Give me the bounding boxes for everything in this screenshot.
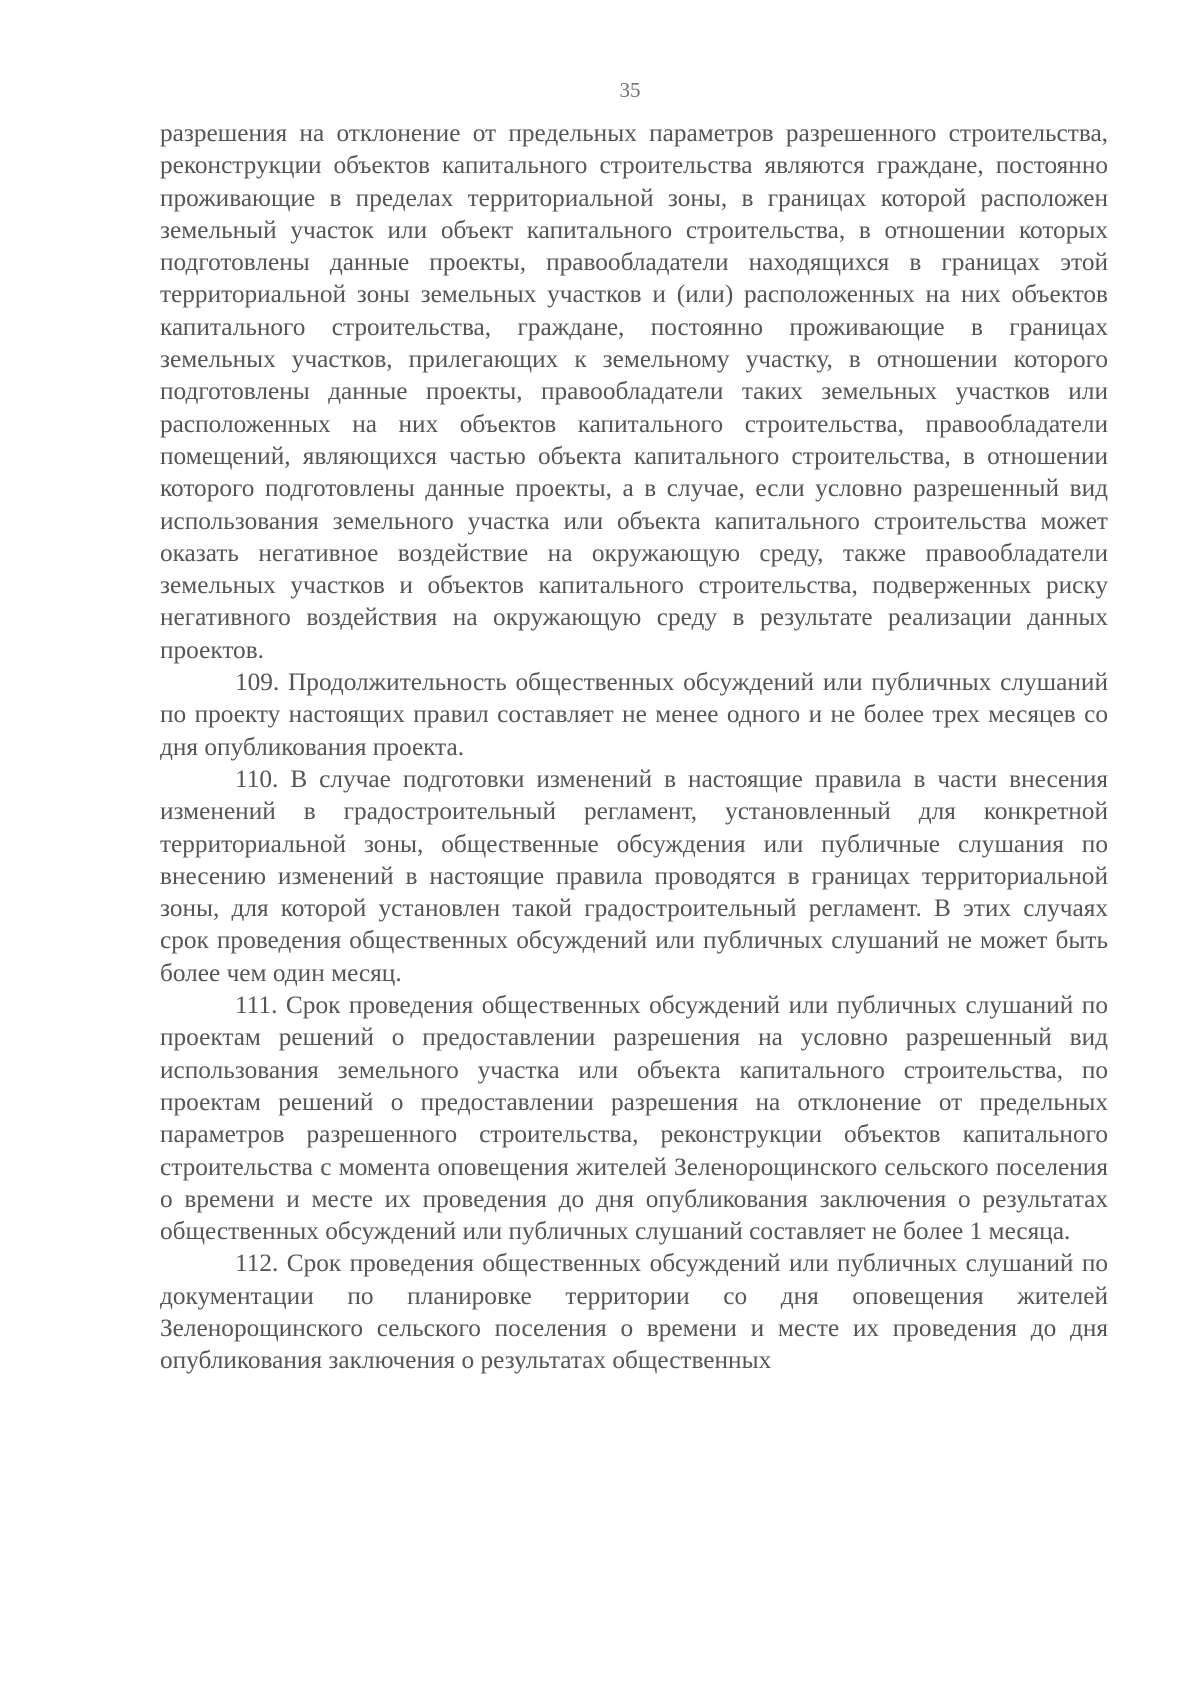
paragraph-item-112 [160,1247,1108,1376]
paragraph-item-110 [160,763,1108,989]
paragraph-text: разрешения на отклонение от предельных параметров разрешенного строительства, реконструкции объектов капитального строительства являются граждане, постоянно проживающие в пределах территориальной зоны, в границах которой расположен земельный участок или объект капитального строительства, в отношении которых подготовлены данные проекты, правообладатели находящихся в границах этой территориальной зоны земельных участков и (или) расположенных на них объектов капитального строительства, граждане, постоянно проживающие в границах земельных участков, прилегающих к земельному участку, в отношении которого подготовлены данные проекты, правообладатели таких земельных участков или расположенных на них объектов капитального строительства, правообладатели помещений, являющихся частью объекта капитального строительства, в отношении которого подготовлены данные проекты, а в случае, если условно разрешенный вид использования земельного участка или объекта капитального строительства может оказать негативное воздействие на окружающую среду, также правообладатели земельных участков и объектов капитального строительства, подверженных риску негативного воздействия на окружающую среду в результате реализации данных проектов. [160,119,1108,664]
paragraph-text: Продолжительность общественных обсуждений или публичных слушаний по проекту настоящих правил составляет не менее одного и не более трех месяцев со дня опубликования проекта. [160,668,1108,761]
page-number: 35 [619,78,641,102]
paragraph-number: 109. [235,668,280,697]
paragraph-number: 110. [235,764,279,793]
document-body [160,117,1108,1377]
paragraph-continuation [160,117,1108,666]
paragraph-text: Срок проведения общественных обсуждений или публичных слушаний по документации по планировке территории со дня оповещения жителей Зеленорощинского сельского поселения о времени и месте их проведения до дня опубликования заключения о результатах общественных [160,1249,1109,1375]
paragraph-text: В случае подготовки изменений в настоящие правила в части внесения изменений в градостроительный регламент, установленный для конкретной территориальной зоны, общественные обсуждения или публичные слушания по внесению изменений в настоящие правила проводятся в границах территориальной зоны, для которой установлен такой градостроительный регламент. В этих случаях срок проведения общественных обсуждений или публичных слушаний не может быть более чем один месяц. [160,764,1108,987]
paragraph-number: 112. [235,1249,279,1278]
paragraph-text: Срок проведения общественных обсуждений или публичных слушаний по проектам решений о предоставлении разрешения на условно разрешенный вид использования земельного участка или объекта капитального строительства, по проектам решений о предоставлении разрешения на отклонение от предельных параметров разрешенного строительства, реконструкции объектов капитального строительства с момента оповещения жителей Зеленорощинского сельского поселения о времени и месте их проведения до дня опубликования заключения о результатах общественных обсуждений или публичных слушаний составляет не более 1 месяца. [160,991,1108,1246]
paragraph-number: 111. [235,991,278,1020]
paragraph-item-109 [160,666,1108,763]
paragraph-item-111 [160,989,1108,1247]
